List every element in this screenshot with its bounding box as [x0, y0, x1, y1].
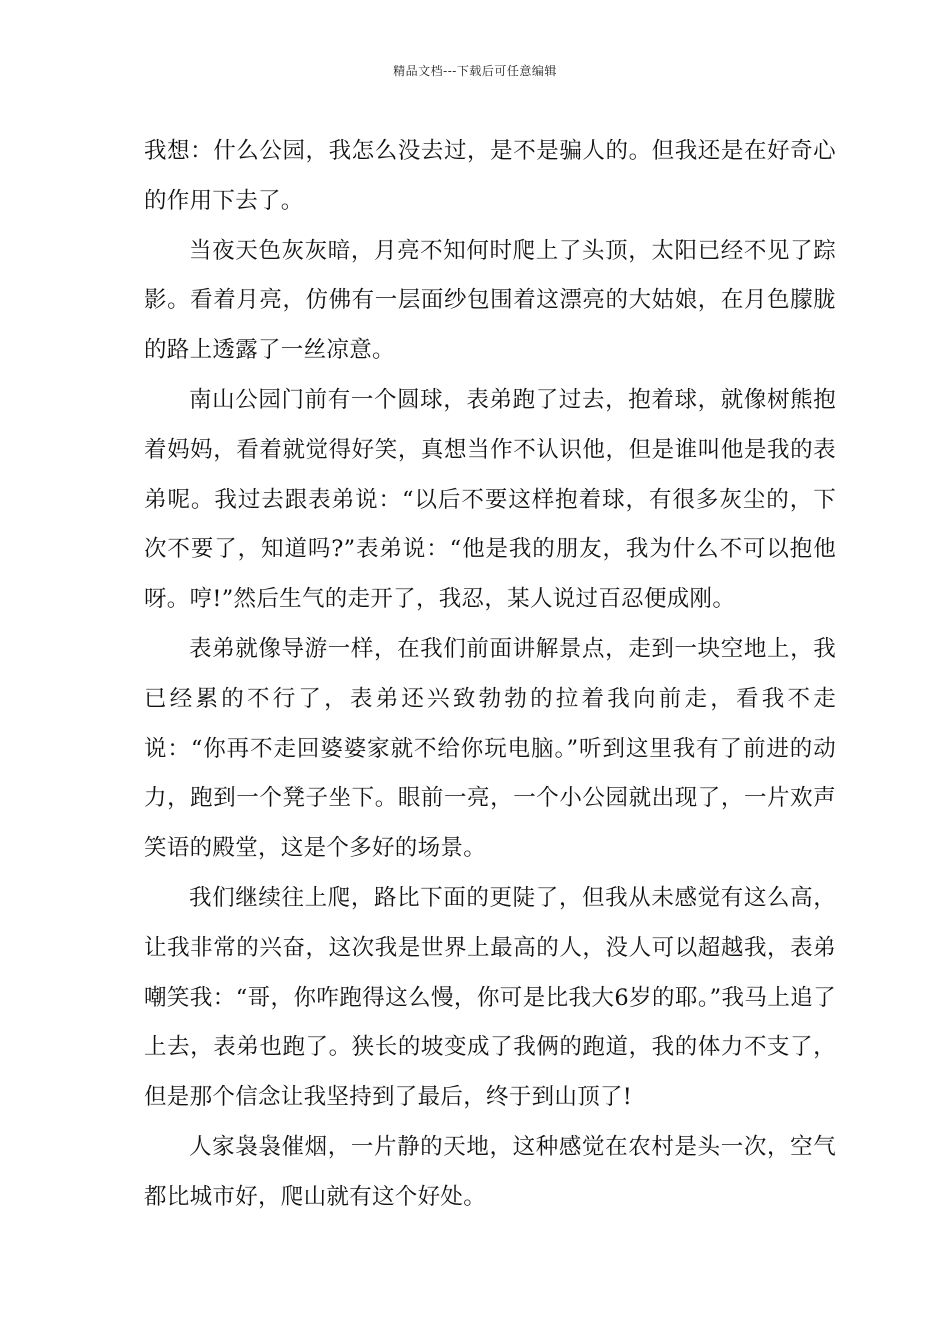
article-body	[144, 127, 836, 1223]
paragraph: 我们继续往上爬，路比下面的更陡了，但我从未感觉有这么高，让我非常的兴奋，这次我是世界上最高的人，没人可以超越我，表弟嘲笑我：“哥，你咋跑得这么慢，你可是比我大6岁的耶。”我马上追了上去，表弟也跑了。狭长的坡变成了我俩的跑道，我的体力不支了，但是那个信念让我坚持到了最后，终于到山顶了!	[144, 884, 836, 1111]
paragraph: 我想：什么公园，我怎么没去过，是不是骗人的。但我还是在好奇心的作用下去了。	[144, 138, 836, 214]
paragraph: 当夜天色灰灰暗，月亮不知何时爬上了头顶，太阳已经不见了踪影。看着月亮，仿佛有一层面纱包围着这漂亮的大姑娘，在月色朦胧的路上透露了一丝凉意。	[144, 237, 836, 364]
page-header: 精品文档---下载后可任意编辑	[393, 64, 557, 78]
paragraph: 人家袅袅催烟，一片静的天地，这种感觉在农村是头一次，空气都比城市好，爬山就有这个好处。	[144, 1133, 836, 1210]
paragraph: 表弟就像导游一样，在我们前面讲解景点，走到一块空地上，我已经累的不行了，表弟还兴致勃勃的拉着我向前走，看我不走说：“你再不走回婆婆家就不给你玩电脑。”听到这里我有了前进的动力，跑到一个凳子坐下。眼前一亮，一个小公园就出现了，一片欢声笑语的殿堂，这是个多好的场景。	[144, 635, 836, 862]
paragraph: 南山公园门前有一个圆球，表弟跑了过去，抱着球，就像树熊抱着妈妈，看着就觉得好笑，真想当作不认识他，但是谁叫他是我的表弟呢。我过去跟表弟说：“以后不要这样抱着球，有很多灰尘的，下次不要了，知道吗?”表弟说：“他是我的朋友，我为什么不可以抱他呀。哼!”然后生气的走开了，我忍，某人说过百忍便成刚。	[144, 386, 836, 613]
